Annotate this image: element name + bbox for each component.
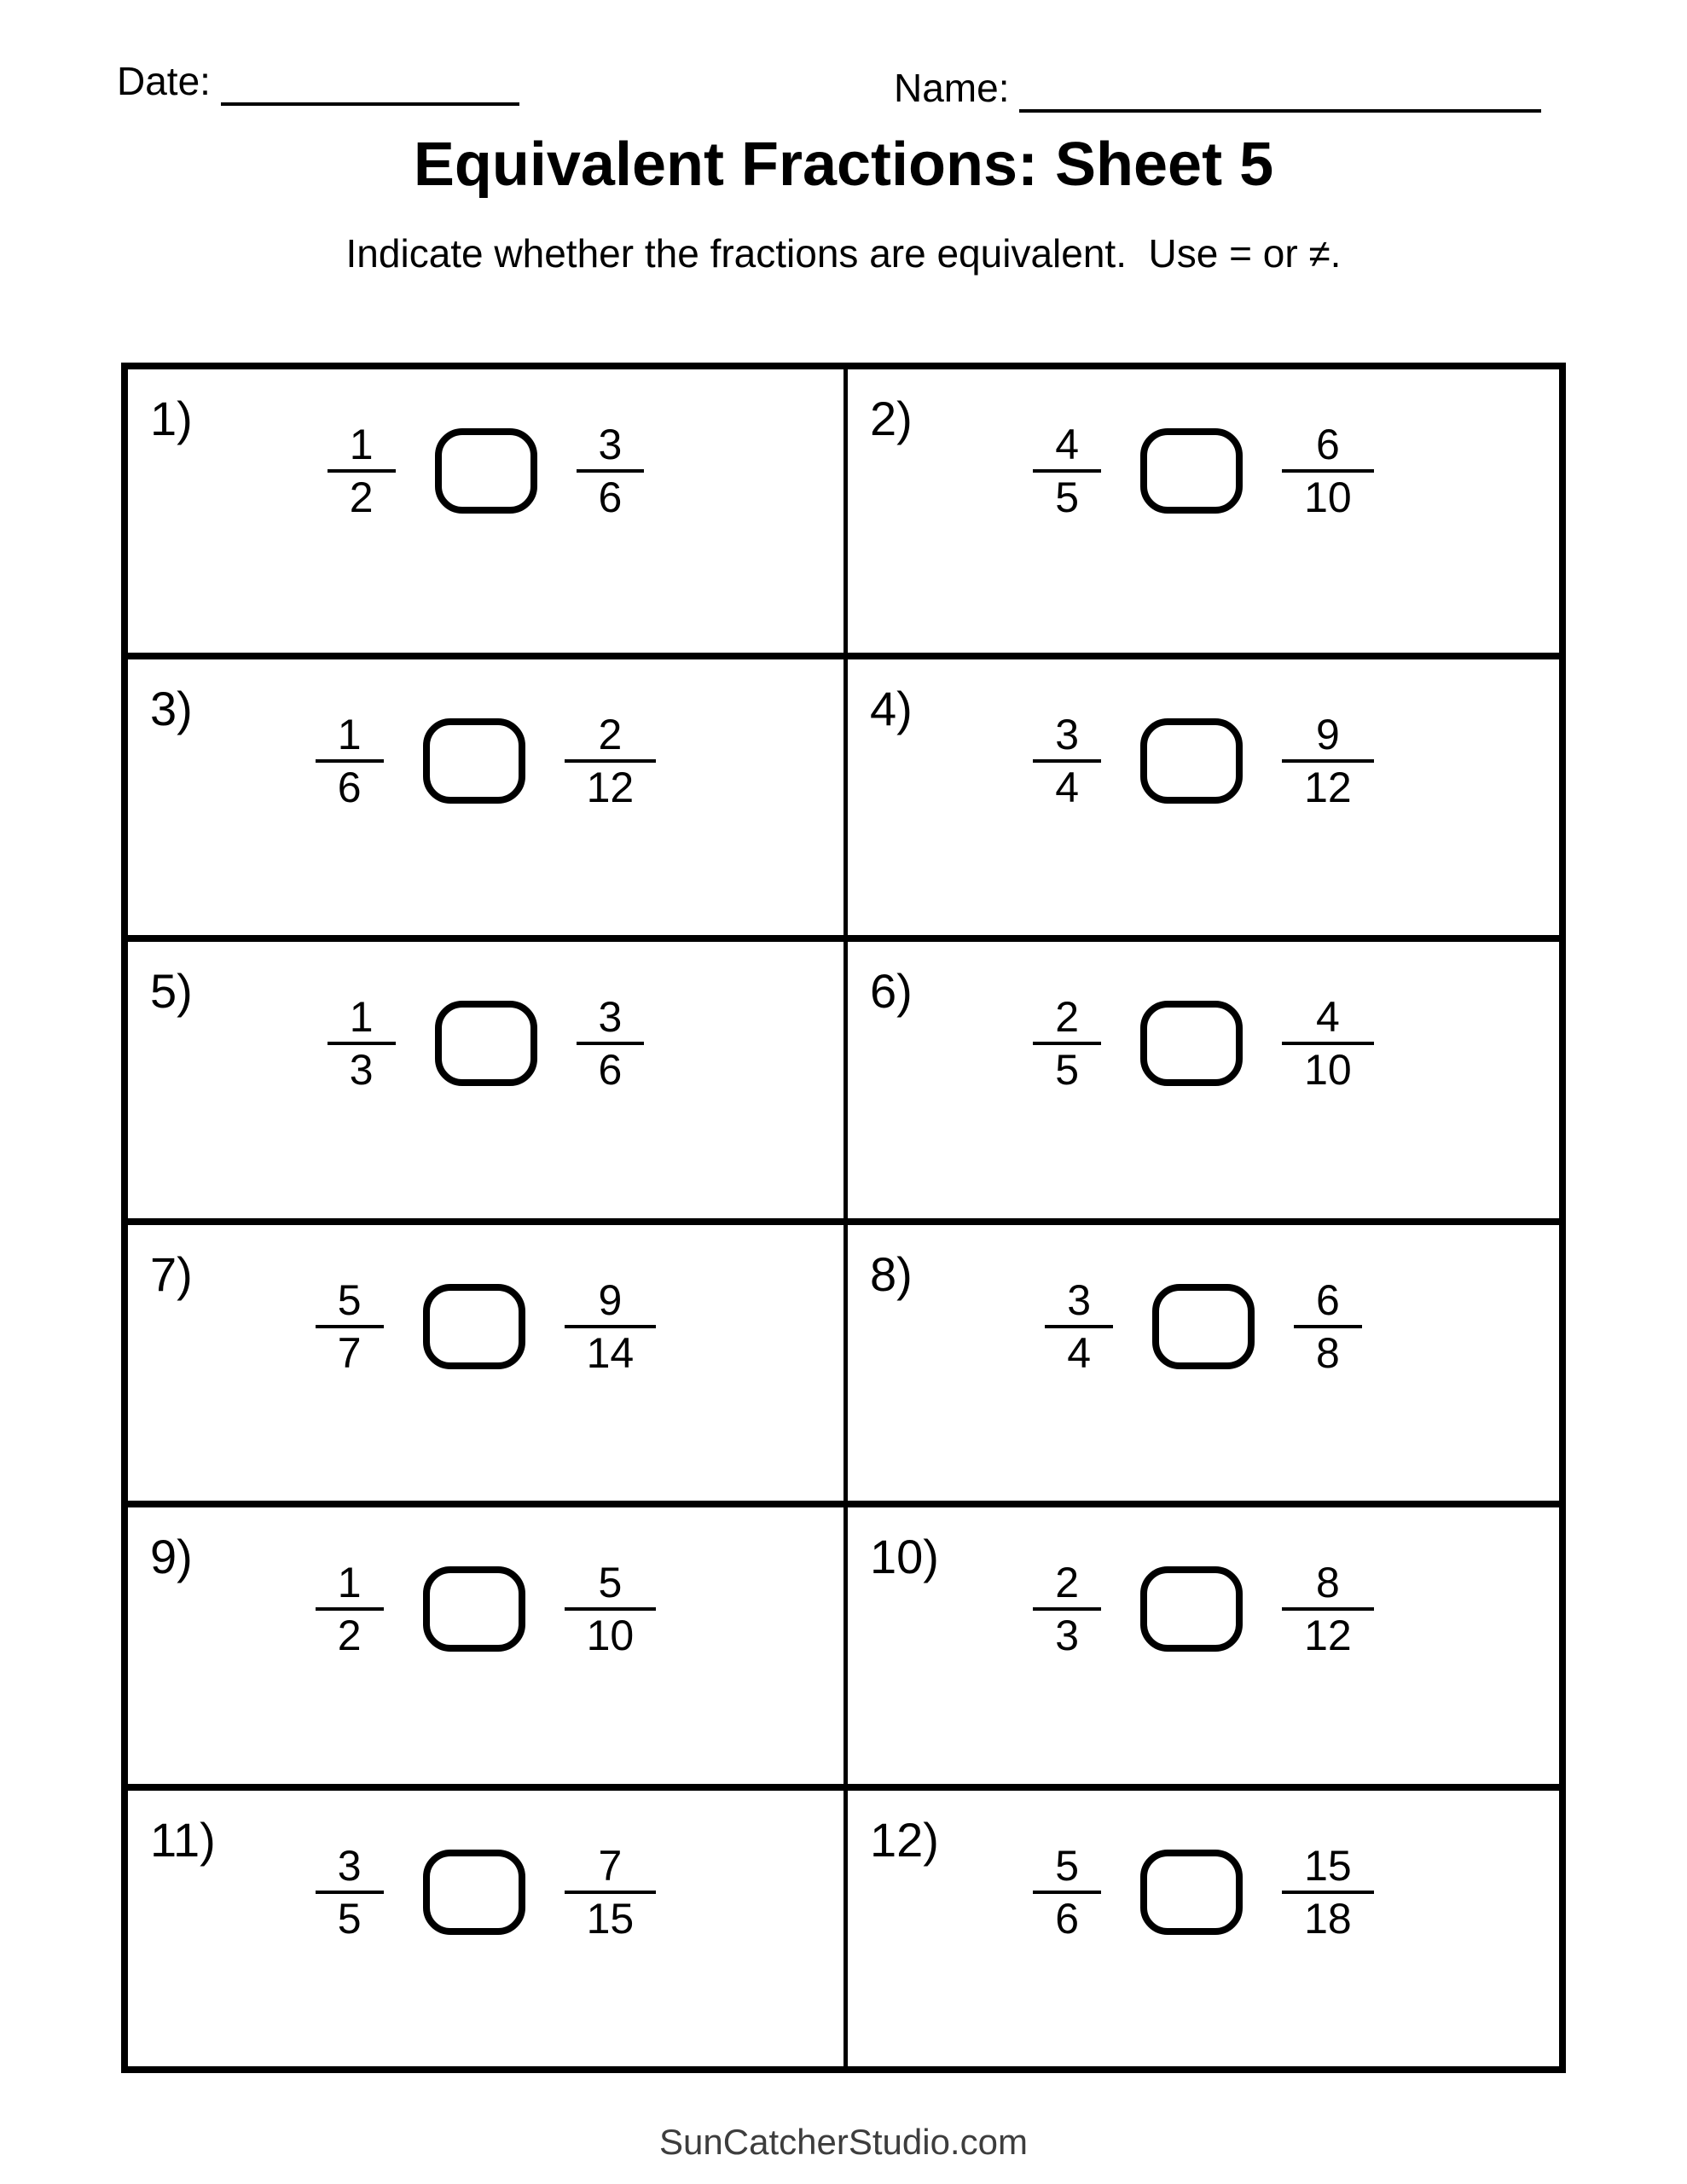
problem-expression <box>128 422 844 520</box>
fraction-bar <box>577 1042 645 1045</box>
fraction-bar <box>565 1607 657 1611</box>
problem-cell-11 <box>128 1784 844 2067</box>
problem-cell-6 <box>844 935 1559 1218</box>
problem-cell-9 <box>128 1501 844 1784</box>
answer-box[interactable] <box>435 428 537 514</box>
fraction-denominator: 12 <box>586 763 635 811</box>
fraction-denominator: 6 <box>598 473 623 521</box>
fraction-denominator: 5 <box>1055 473 1080 521</box>
answer-box[interactable] <box>1140 1001 1243 1086</box>
problem-expression <box>848 1841 1559 1943</box>
problem-number: 10) <box>870 1530 939 1583</box>
fraction-right <box>577 995 645 1092</box>
fraction-denominator: 5 <box>337 1894 362 1943</box>
answer-box[interactable] <box>423 1284 525 1369</box>
fraction-right <box>1282 422 1374 520</box>
fraction-denominator: 10 <box>1304 473 1352 521</box>
fraction-left <box>1045 1275 1113 1377</box>
fraction-bar <box>316 1607 384 1611</box>
fraction-bar <box>1033 469 1101 473</box>
problem-number: 1) <box>150 392 193 445</box>
fraction-numerator: 5 <box>598 1559 623 1606</box>
fraction-left <box>316 712 384 810</box>
fraction-numerator: 3 <box>1067 1275 1091 1324</box>
answer-box[interactable] <box>423 718 525 804</box>
fraction-left <box>1033 1841 1101 1943</box>
fraction-numerator: 6 <box>1316 1275 1340 1324</box>
date-label: Date: <box>117 59 211 103</box>
fraction-numerator: 2 <box>1055 993 1080 1041</box>
problem-cell-8 <box>844 1218 1559 1502</box>
fraction-numerator: 8 <box>1316 1559 1340 1606</box>
fraction-numerator: 5 <box>337 1275 362 1324</box>
fraction-denominator: 6 <box>1055 1894 1080 1943</box>
fraction-bar <box>1033 1891 1101 1894</box>
fraction-bar <box>1033 1607 1101 1611</box>
answer-box[interactable] <box>1140 718 1243 804</box>
fraction-left <box>316 1841 384 1943</box>
problem-expression <box>128 995 844 1092</box>
fraction-denominator: 3 <box>1055 1612 1080 1659</box>
fraction-numerator: 3 <box>1055 710 1080 758</box>
fraction-denominator: 12 <box>1304 1612 1352 1659</box>
fraction-bar <box>1282 469 1374 473</box>
fraction-bar <box>565 1325 657 1328</box>
problem-number: 8) <box>870 1246 913 1301</box>
fraction-right <box>1294 1275 1362 1377</box>
fraction-right <box>1282 712 1374 810</box>
problem-number: 9) <box>150 1530 193 1583</box>
fraction-numerator: 2 <box>598 710 623 758</box>
fraction-numerator: 4 <box>1055 421 1080 468</box>
fraction-left <box>1033 1560 1101 1658</box>
fraction-denominator: 2 <box>337 1612 362 1659</box>
problem-cell-5 <box>128 935 844 1218</box>
name-field <box>894 66 1541 110</box>
fraction-bar <box>1282 1042 1374 1045</box>
fraction-denominator: 12 <box>1304 763 1352 811</box>
answer-box[interactable] <box>423 1566 525 1652</box>
problem-expression <box>848 712 1559 810</box>
fraction-bar <box>316 1325 384 1328</box>
fraction-left <box>1033 712 1101 810</box>
problem-number: 5) <box>150 964 193 1018</box>
fraction-denominator: 14 <box>586 1328 635 1377</box>
problem-number: 4) <box>870 681 913 735</box>
fraction-numerator: 3 <box>337 1841 362 1890</box>
fraction-denominator: 4 <box>1055 763 1080 811</box>
name-label: Name: <box>894 66 1010 110</box>
problem-cell-2 <box>844 369 1559 653</box>
name-blank-line[interactable] <box>1019 109 1541 113</box>
fraction-denominator: 7 <box>337 1328 362 1377</box>
problems-grid <box>121 363 1566 2073</box>
fraction-left <box>328 995 396 1092</box>
fraction-left <box>316 1560 384 1658</box>
fraction-bar <box>328 469 396 473</box>
fraction-denominator: 15 <box>586 1894 635 1943</box>
fraction-bar <box>316 1891 384 1894</box>
fraction-denominator: 4 <box>1067 1328 1091 1377</box>
fraction-right <box>565 1560 657 1658</box>
problem-cell-10 <box>844 1501 1559 1784</box>
fraction-left <box>1033 995 1101 1092</box>
fraction-right <box>1282 1841 1374 1943</box>
fraction-numerator: 1 <box>349 421 374 468</box>
fraction-bar <box>1294 1325 1362 1328</box>
fraction-numerator: 6 <box>1316 421 1340 468</box>
fraction-denominator: 2 <box>349 473 374 521</box>
fraction-numerator: 3 <box>598 421 623 468</box>
fraction-numerator: 5 <box>1055 1841 1080 1890</box>
fraction-numerator: 15 <box>1304 1841 1352 1890</box>
answer-box[interactable] <box>1140 1566 1243 1652</box>
fraction-denominator: 18 <box>1304 1894 1352 1943</box>
fraction-right <box>565 1841 657 1943</box>
fraction-bar <box>328 1042 396 1045</box>
fraction-numerator: 7 <box>598 1841 623 1890</box>
problem-expression <box>128 712 844 810</box>
problem-expression <box>848 1275 1559 1377</box>
problem-number: 2) <box>870 392 913 445</box>
fraction-numerator: 9 <box>598 1275 623 1324</box>
fraction-right <box>1282 995 1374 1092</box>
fraction-left <box>316 1275 384 1377</box>
fraction-bar <box>1033 1042 1101 1045</box>
date-field <box>117 61 519 101</box>
instructions-text: Indicate whether the fractions are equivalent. Use = or ≠. <box>345 231 1342 276</box>
page-title: Equivalent Fractions: Sheet 5 <box>413 131 1274 199</box>
fraction-denominator: 10 <box>586 1612 635 1659</box>
fraction-bar <box>577 469 645 473</box>
problem-expression <box>128 1560 844 1658</box>
fraction-denominator: 8 <box>1316 1328 1340 1377</box>
fraction-numerator: 2 <box>1055 1559 1080 1606</box>
answer-box[interactable] <box>1140 1850 1243 1935</box>
fraction-left <box>328 422 396 520</box>
fraction-bar <box>1045 1325 1113 1328</box>
fraction-numerator: 4 <box>1316 993 1340 1041</box>
problem-expression <box>848 422 1559 520</box>
problem-cell-7 <box>128 1218 844 1502</box>
fraction-right <box>565 1275 657 1377</box>
problem-expression <box>128 1275 844 1377</box>
fraction-bar <box>1282 1891 1374 1894</box>
problem-expression <box>848 1560 1559 1658</box>
footer-credit: SunCatcherStudio.com <box>659 2122 1028 2162</box>
fraction-bar <box>565 759 657 763</box>
fraction-bar <box>565 1891 657 1894</box>
fraction-denominator: 10 <box>1304 1046 1352 1094</box>
fraction-numerator: 1 <box>337 1559 362 1606</box>
fraction-bar <box>316 759 384 763</box>
fraction-right <box>577 422 645 520</box>
fraction-numerator: 9 <box>1316 710 1340 758</box>
fraction-right <box>1282 1560 1374 1658</box>
fraction-denominator: 3 <box>349 1046 374 1094</box>
answer-box[interactable] <box>435 1001 537 1086</box>
fraction-denominator: 6 <box>598 1046 623 1094</box>
fraction-numerator: 3 <box>598 993 623 1041</box>
problem-number: 7) <box>150 1246 193 1301</box>
date-blank-line[interactable] <box>221 102 519 106</box>
problem-cell-12 <box>844 1784 1559 2067</box>
answer-box[interactable] <box>1152 1284 1255 1369</box>
fraction-denominator: 6 <box>337 763 362 811</box>
fraction-bar <box>1282 1607 1374 1611</box>
fraction-bar <box>1282 759 1374 763</box>
problem-cell-4 <box>844 653 1559 936</box>
fraction-bar <box>1033 759 1101 763</box>
fraction-numerator: 1 <box>349 993 374 1041</box>
problem-expression <box>848 995 1559 1092</box>
fraction-left <box>1033 422 1101 520</box>
problem-number: 3) <box>150 681 193 735</box>
fraction-numerator: 1 <box>337 710 362 758</box>
fraction-denominator: 5 <box>1055 1046 1080 1094</box>
problem-number: 12) <box>870 1812 939 1867</box>
answer-box[interactable] <box>423 1850 525 1935</box>
problem-cell-1 <box>128 369 844 653</box>
problem-expression <box>128 1841 844 1943</box>
problem-number: 6) <box>870 964 913 1018</box>
answer-box[interactable] <box>1140 428 1243 514</box>
problem-cell-3 <box>128 653 844 936</box>
problem-number: 11) <box>150 1812 216 1867</box>
fraction-right <box>565 712 657 810</box>
